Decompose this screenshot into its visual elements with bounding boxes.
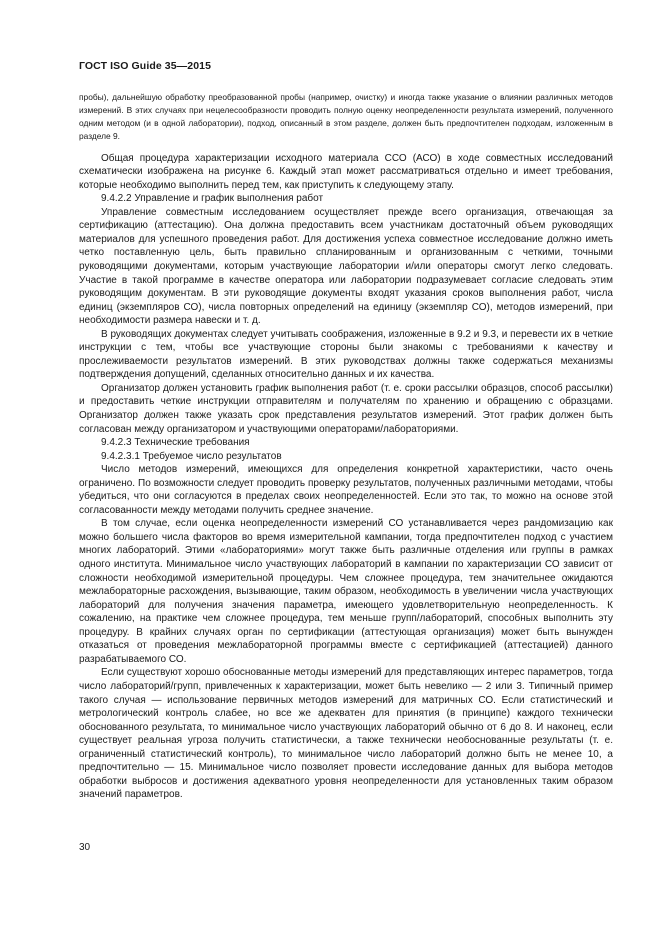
page-content bbox=[79, 91, 613, 802]
paragraph-general-procedure: Общая процедура характеризации исходного материала ССО (АСО) в ходе совместных исследований схематически изображена на рисунке 6. Каждый этап может рассматриваться отдельно и имеет требования, которые необходимо выполнить перед тем, как приступить к следующему этапу. bbox=[79, 152, 613, 191]
section-heading-9-4-2-3-1: 9.4.2.3.1 Требуемое число результатов bbox=[101, 450, 282, 462]
note-text: пробы), дальнейшую обработку преобразованной пробы (например, очистку) и иногда также указание о влиянии различных методов измерений. В этих случаях при нецелесообразности проводить полную оценку неопределенности результата измерений, полученного одним методом (и в одной лаборатории), подход, описанный в этом разделе, должен быть предпочтителен подходам, изложенным в разделе 9. bbox=[79, 92, 613, 141]
section-heading-9-4-2-3: 9.4.2.3 Технические требования bbox=[101, 437, 250, 449]
body-text bbox=[79, 152, 613, 802]
paragraph-well-founded-methods: Если существуют хорошо обоснованные методы измерений для представляющих интерес параметров, тогда число лабораторий/групп, привлеченных к характеризации, может быть невелико — 2 или 3. Типичный пример такого случая — использование первичных методов измерений для матричных СО. Если статистический и метрологический контроль слабее, но все же адекватен для принятия (в принципе) каждого технически обоснованного результата, то минимальное число участвующих лабораторий обычно от 6 до 8. И наконец, если существует реальная угроза получить статистически, а также технически необоснованные результаты (т. е. ограниченный статистический контроль), то минимальное число лабораторий должно быть не менее 10, а предпочтительно — 15. Минимальное число позволяет провести исследование данных для выбора методов обработки выбросов и достижения адекватного уровня неопределенности для установленных таким образом значений параметров. bbox=[79, 667, 613, 801]
document-header: ГОСТ ISO Guide 35—2015 bbox=[79, 60, 212, 72]
page-number: 30 bbox=[79, 842, 91, 853]
paragraph-organizer-schedule: Организатор должен установить график выполнения работ (т. е. сроки рассылки образцов, способ рассылки) и предоставить четкие инструкции отправителям и получателям по хранению и обращению с образцами. Организатор должен также указать срок представления результатов измерений. Этот график должен быть согласован между организатором и участвующими операторами/лабораториями. bbox=[79, 382, 613, 435]
paragraph-number-of-methods: Число методов измерений, имеющихся для определения конкретной характеристики, часто очень ограничено. По возможности следует проводить проверку результатов, полученных различными методами, чтобы убедиться, что они согласуются в пределах своих неопределенностей. Если это так, то можно на основе этой согласованности между методами получить среднее значение. bbox=[79, 464, 613, 516]
paragraph-guidance-documents: В руководящих документах следует учитывать соображения, изложенные в 9.2 и 9.3, и перевести их в четкие инструкции с тем, чтобы все участвующие стороны были знакомы с требованиями к качеству и прослеживаемости результатов измерений. В этих руководствах должны также содержаться механизмы подтверждения допущений, сделанных относительно данных и их качества. bbox=[79, 328, 613, 381]
section-heading-9-4-2-2: 9.4.2.2 Управление и график выполнения работ bbox=[101, 193, 324, 205]
paragraph-randomization: В том случае, если оценка неопределенности измерений СО устанавливается через рандомизацию как можно большего числа факторов во время измерительной кампании, тогда предпочтителен подход с участием многих лабораторий. Этими «лабораториями» могут также быть различные отделения или группы в рамках одного института. Минимальное число участвующих лабораторий в кампании по характеризации СО зависит от сложности необходимой измерительной процедуры. Чем сложнее процедура, тем значительнее ожидаются межлабораторные расхождения, вызывающие, таким образом, необходимость в увеличении числа участвующих лабораторий для получения значения параметра, имеющего удовлетворительную неопределенность. К сожалению, на практике чем сложнее процедура, тем меньше групп/лабораторий, способных выполнить эту процедуру. В крайних случаях орган по сертификации (аттестующая организация) может быть вынужден отказаться от проведения межлабораторной программы вместе с сертификацией (аттестацией) данного разрабатываемого СО. bbox=[79, 518, 613, 665]
note-block bbox=[79, 91, 613, 143]
paragraph-management: Управление совместным исследованием осуществляет прежде всего организация, отвечающая за сертификацию (аттестацию). Она должна предоставить всем участникам достаточный объем руководящих материалов для успешного проведения работ. Для достижения успеха совместное исследование должно иметь четко поставленную цель, быть правильно спланированным и организованным с четкими, точными руководящими документами, которым участвующие лаборатории и/или операторы смогут легко следовать. Участие в такой программе в качестве оператора или лаборатории подразумевает согласие следовать этим руководящим документам. В эти руководящие документы входят указания сроков выполнения работ, числа единиц (экземпляров СО), числа повторных определений на единицу (экземпляр СО), методов измерений, при необходимости размера навески и т. д. bbox=[79, 206, 613, 327]
